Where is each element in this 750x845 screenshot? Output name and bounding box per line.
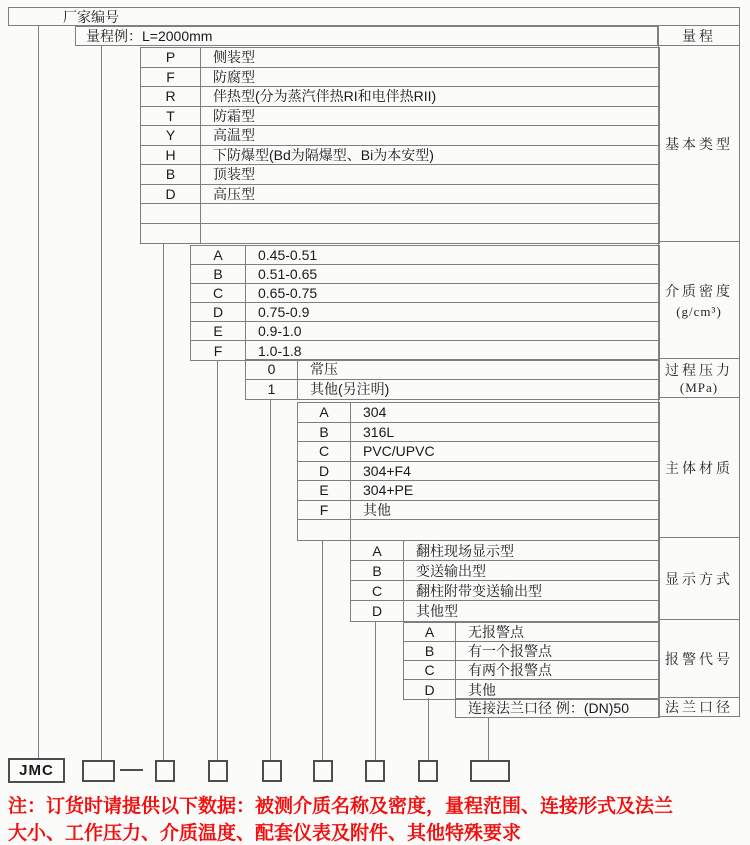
range-row	[75, 26, 658, 46]
connector-line-density	[217, 361, 218, 760]
table-row	[141, 204, 659, 224]
table-row	[298, 403, 659, 423]
code-slot-flange	[470, 760, 510, 782]
code-slot-pressure	[262, 760, 282, 782]
connector-line-type	[163, 244, 164, 760]
row-desc: 侧装型	[213, 49, 255, 66]
row-desc: 防霜型	[213, 107, 255, 124]
table-row	[246, 380, 659, 400]
row-desc: 0.65-0.75	[258, 285, 318, 301]
flange-example-label: 连接法兰口径 例：(DN)50	[468, 700, 630, 716]
row-desc: 304+PE	[363, 482, 414, 499]
row-desc: 变送输出型	[416, 562, 486, 579]
row-desc: 0.45-0.51	[258, 247, 318, 263]
row-code: C	[351, 581, 404, 600]
row-code: D	[191, 303, 246, 321]
side-label-basic-type: 基本类型	[658, 46, 740, 242]
section-basic-type	[140, 47, 660, 244]
row-code: F	[298, 501, 351, 520]
side-label-range: 量程	[658, 26, 740, 46]
row-desc: 其他	[363, 501, 391, 518]
row-desc: 其他型	[416, 603, 458, 619]
row-desc: 0.51-0.65	[258, 266, 318, 282]
table-row	[191, 341, 659, 360]
table-row	[141, 165, 659, 185]
row-code: R	[141, 87, 201, 106]
table-row	[298, 481, 659, 501]
row-desc: 有两个报警点	[468, 662, 552, 678]
table-row	[404, 680, 659, 699]
row-desc: 其他(另注明)	[310, 381, 390, 398]
row-desc: 0.75-0.9	[258, 304, 310, 320]
row-desc: 高温型	[213, 127, 255, 144]
row-code: B	[141, 165, 201, 184]
code-slot-range	[82, 760, 115, 782]
row-desc: 1.0-1.8	[258, 342, 302, 359]
table-row	[404, 661, 659, 680]
row-code: F	[141, 68, 201, 87]
row-desc: 常压	[310, 361, 338, 378]
table-row	[191, 303, 659, 322]
table-row	[351, 541, 659, 561]
table-row	[141, 185, 659, 205]
table-row	[141, 87, 659, 107]
connector-line-factory	[38, 25, 39, 760]
connector-line-alarm	[428, 698, 429, 760]
row-code: D	[141, 185, 201, 204]
row-desc: 防腐型	[213, 68, 255, 85]
row-desc: 其他	[468, 681, 496, 698]
side-label-pressure: 过程压力 (MPa)	[658, 359, 740, 398]
order-note-line-2: 大小、工作压力、介质温度、配套仪表及附件、其他特殊要求	[8, 823, 522, 844]
row-code: B	[298, 423, 351, 442]
table-row	[456, 699, 659, 717]
connector-line-material	[322, 540, 323, 760]
row-code	[298, 520, 351, 540]
section-alarm	[403, 622, 660, 700]
table-row	[141, 68, 659, 88]
row-code: D	[404, 680, 456, 699]
row-code: D	[351, 601, 404, 621]
connector-line-flange	[488, 717, 489, 760]
row-desc: 有一个报警点	[468, 643, 552, 659]
row-code: B	[404, 642, 456, 660]
row-code: B	[191, 265, 246, 283]
table-row	[246, 360, 659, 380]
row-desc: 316L	[363, 423, 395, 440]
row-desc: 0.9-1.0	[258, 323, 302, 339]
row-desc: 高压型	[213, 185, 255, 202]
table-row	[141, 126, 659, 146]
code-slot-type	[155, 760, 175, 782]
section-pressure	[245, 359, 660, 400]
connector-line-range	[101, 46, 102, 760]
row-desc: 顶装型	[213, 166, 255, 183]
row-code: C	[298, 442, 351, 461]
row-code: H	[141, 146, 201, 165]
connector-line-pressure	[270, 399, 271, 760]
side-label-flange: 法兰口径	[658, 698, 740, 717]
row-code: D	[298, 462, 351, 481]
table-row	[351, 601, 659, 621]
section-material	[297, 402, 660, 541]
order-note	[8, 793, 748, 845]
table-row	[351, 561, 659, 581]
row-code: 0	[246, 360, 298, 379]
row-code: A	[351, 541, 404, 560]
order-note-line-1: 注：订货时请提供以下数据：被测介质名称及密度，量程范围、连接形式及法兰	[8, 796, 674, 817]
side-label-density: 介质密度 (g/cm³)	[658, 242, 740, 359]
side-label-pressure-unit: (MPa)	[679, 380, 719, 395]
row-code: A	[404, 623, 456, 641]
row-code: T	[141, 107, 201, 126]
row-code: A	[298, 403, 351, 422]
table-row	[191, 322, 659, 341]
row-code: F	[191, 341, 246, 360]
row-code: C	[404, 661, 456, 679]
table-row	[141, 224, 659, 244]
code-slot-alarm	[418, 760, 438, 782]
code-slot-density	[208, 760, 228, 782]
row-desc: 304	[363, 404, 387, 421]
table-row	[298, 501, 659, 521]
row-code: Y	[141, 126, 201, 145]
row-code: E	[191, 322, 246, 340]
row-desc: 下防爆型(Bd为隔爆型、Bi为本安型)	[213, 146, 434, 163]
table-row	[298, 442, 659, 462]
row-code: C	[191, 284, 246, 302]
factory-number-row	[8, 7, 740, 26]
table-row	[191, 265, 659, 284]
row-desc: 翻柱现场显示型	[416, 542, 514, 559]
table-row	[191, 246, 659, 265]
table-row	[191, 284, 659, 303]
row-desc: 伴热型(分为蒸汽伴热RI和电伴热RII)	[213, 88, 437, 105]
table-row	[298, 462, 659, 482]
row-code: A	[191, 246, 246, 264]
table-row	[298, 520, 659, 540]
row-code	[141, 224, 201, 244]
row-code: B	[351, 561, 404, 580]
code-slot-display	[365, 760, 385, 782]
row-code	[141, 204, 201, 223]
row-code: E	[298, 481, 351, 500]
row-desc: 无报警点	[468, 624, 524, 640]
section-density	[190, 245, 660, 361]
row-code: P	[141, 48, 201, 67]
side-label-alarm: 报警代号	[658, 620, 740, 698]
table-row	[351, 581, 659, 601]
code-slot-material	[313, 760, 333, 782]
row-desc: 304+F4	[363, 462, 411, 479]
side-label-display: 显示方式	[658, 538, 740, 620]
table-row	[141, 107, 659, 127]
range-example-label: 量程例：L=2000mm	[86, 28, 213, 44]
section-display	[350, 540, 660, 622]
table-row	[404, 623, 659, 642]
row-desc: PVC/UPVC	[363, 443, 435, 460]
row-code: 1	[246, 380, 298, 400]
table-row	[404, 642, 659, 661]
side-label-material: 主体材质	[658, 398, 740, 538]
model-prefix-box: JMC	[8, 758, 65, 783]
section-flange	[455, 698, 660, 718]
table-row	[141, 146, 659, 166]
table-row	[298, 423, 659, 443]
connector-line-display	[375, 621, 376, 760]
side-label-density-unit: (g/cm³)	[676, 303, 722, 319]
row-desc: 翻柱附带变送输出型	[416, 582, 542, 599]
table-row	[141, 48, 659, 68]
model-dash	[120, 769, 143, 771]
factory-number-label: 厂家编号	[63, 8, 119, 25]
